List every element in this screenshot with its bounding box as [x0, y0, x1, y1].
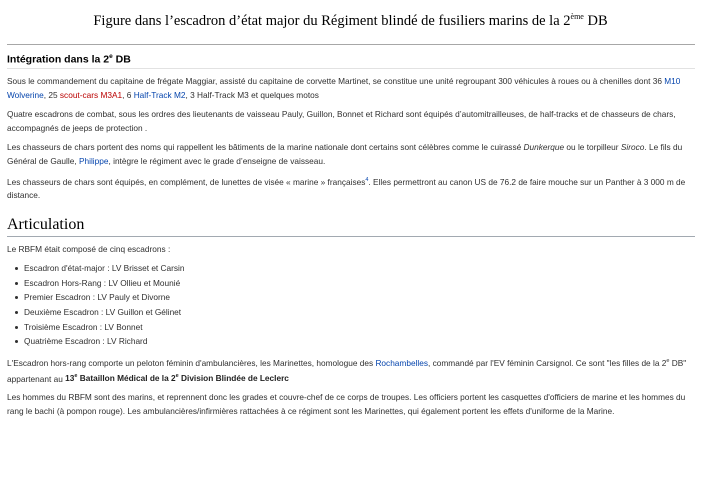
paragraph-lunettes: Les chasseurs de chars sont équipés, en complément, de lunettes de visée « marine » françaises$^4$. Elles permettront au canon US de 76.2 de faire mouche sur un Panther à 3 000 m de distance. [7, 176, 686, 201]
paragraph-rbfm: Le RBFM était composé de cinq escadrons : [7, 244, 171, 255]
paragraph-noms: Les chasseurs de chars portent des noms qui rappellent les bâtiments de la marine nationale dont certains sont célèbres comme le cuirassé Dunkerque ou le torpilleur Siroco. Le fils du Général de Gaulle, Philippe, intègre le régiment avec le grade d’enseigne de vaisseau. [7, 141, 683, 166]
link-scout-cars[interactable]: scout-cars M3A1 [59, 89, 123, 100]
reference-link[interactable]: 4 [365, 176, 369, 183]
link-half-track-m2[interactable]: Half-Track M2 [133, 89, 186, 100]
bataillon-name: 13e Bataillon Médical de la 2e Division Blindée de Leclerc [65, 373, 289, 384]
paragraph-uniforme: Les hommes du RBFM sont des marins, et reprennent donc les grades et couvre-chef de ce corps de troupes. Les officiers portent les casquettes d'officiers de marine et les hommes du rang le bachi (à pompon rouge). Les ambulancières/infirmières rattachées à ce régiment sont les Marinettes, qui également portent les effets d'uniforme de la Marine. [7, 392, 686, 417]
figure-caption: Figure dans l’escadron d’état major du Régiment blindé de fusiliers marins de la 2ème DB [93, 12, 608, 29]
list-item: Escadron Hors-Rang : LV Ollieu et Mounié [15, 276, 695, 291]
link-rochambelles[interactable]: Rochambelles [375, 357, 429, 368]
section-heading-articulation: Articulation [7, 216, 695, 237]
section-heading-integration: Intégration dans la 2e DB [7, 53, 695, 69]
link-m10-wolverine[interactable]: M10 Wolverine [7, 75, 681, 100]
list-item: Escadron d'état-major : LV Brisset et Carsin [15, 261, 695, 276]
list-item: Troisième Escadron : LV Bonnet [15, 320, 695, 335]
paragraph-escadrons: Quatre escadrons de combat, sous les ordres des lieutenants de vaisseau Pauly, Guillon, Bonnet et Richard sont équipés d’automitrailleuses, de half-tracks et de chasseurs de chars, accompagnés de jeeps de protection . [7, 108, 676, 133]
article-content [7, 44, 695, 418]
list-item: Premier Escadron : LV Pauly et Divorne [15, 290, 695, 305]
list-item: Quatrième Escadron : LV Richard [15, 334, 695, 349]
top-divider [7, 44, 695, 45]
link-philippe[interactable]: Philippe [78, 155, 109, 166]
escadrons-list [7, 261, 695, 349]
paragraph-composition: Sous le commandement du capitaine de frégate Maggiar, assisté du capitaine de corvette Martinet, se constitue une unité regroupant 300 véhicules à roues ou à chenilles dont 36 M10 Wolverine, 25 scout-cars M3A1, 6 Half-Track M2, 3 Half-Track M3 et quelques motos [7, 75, 681, 100]
paragraph-marinettes: L'Escadron hors-rang comporte un peloton féminin d'ambulancières, les Marinettes, homologue des Rochambelles, commandé par l'EV féminin Carsignol. Ce sont "les filles de la 2e DB" appartenant au 13e Bataillon Médical de la 2e Division Blindée de Leclerc [7, 357, 687, 384]
list-item: Deuxième Escadron : LV Guillon et Gélinet [15, 305, 695, 320]
